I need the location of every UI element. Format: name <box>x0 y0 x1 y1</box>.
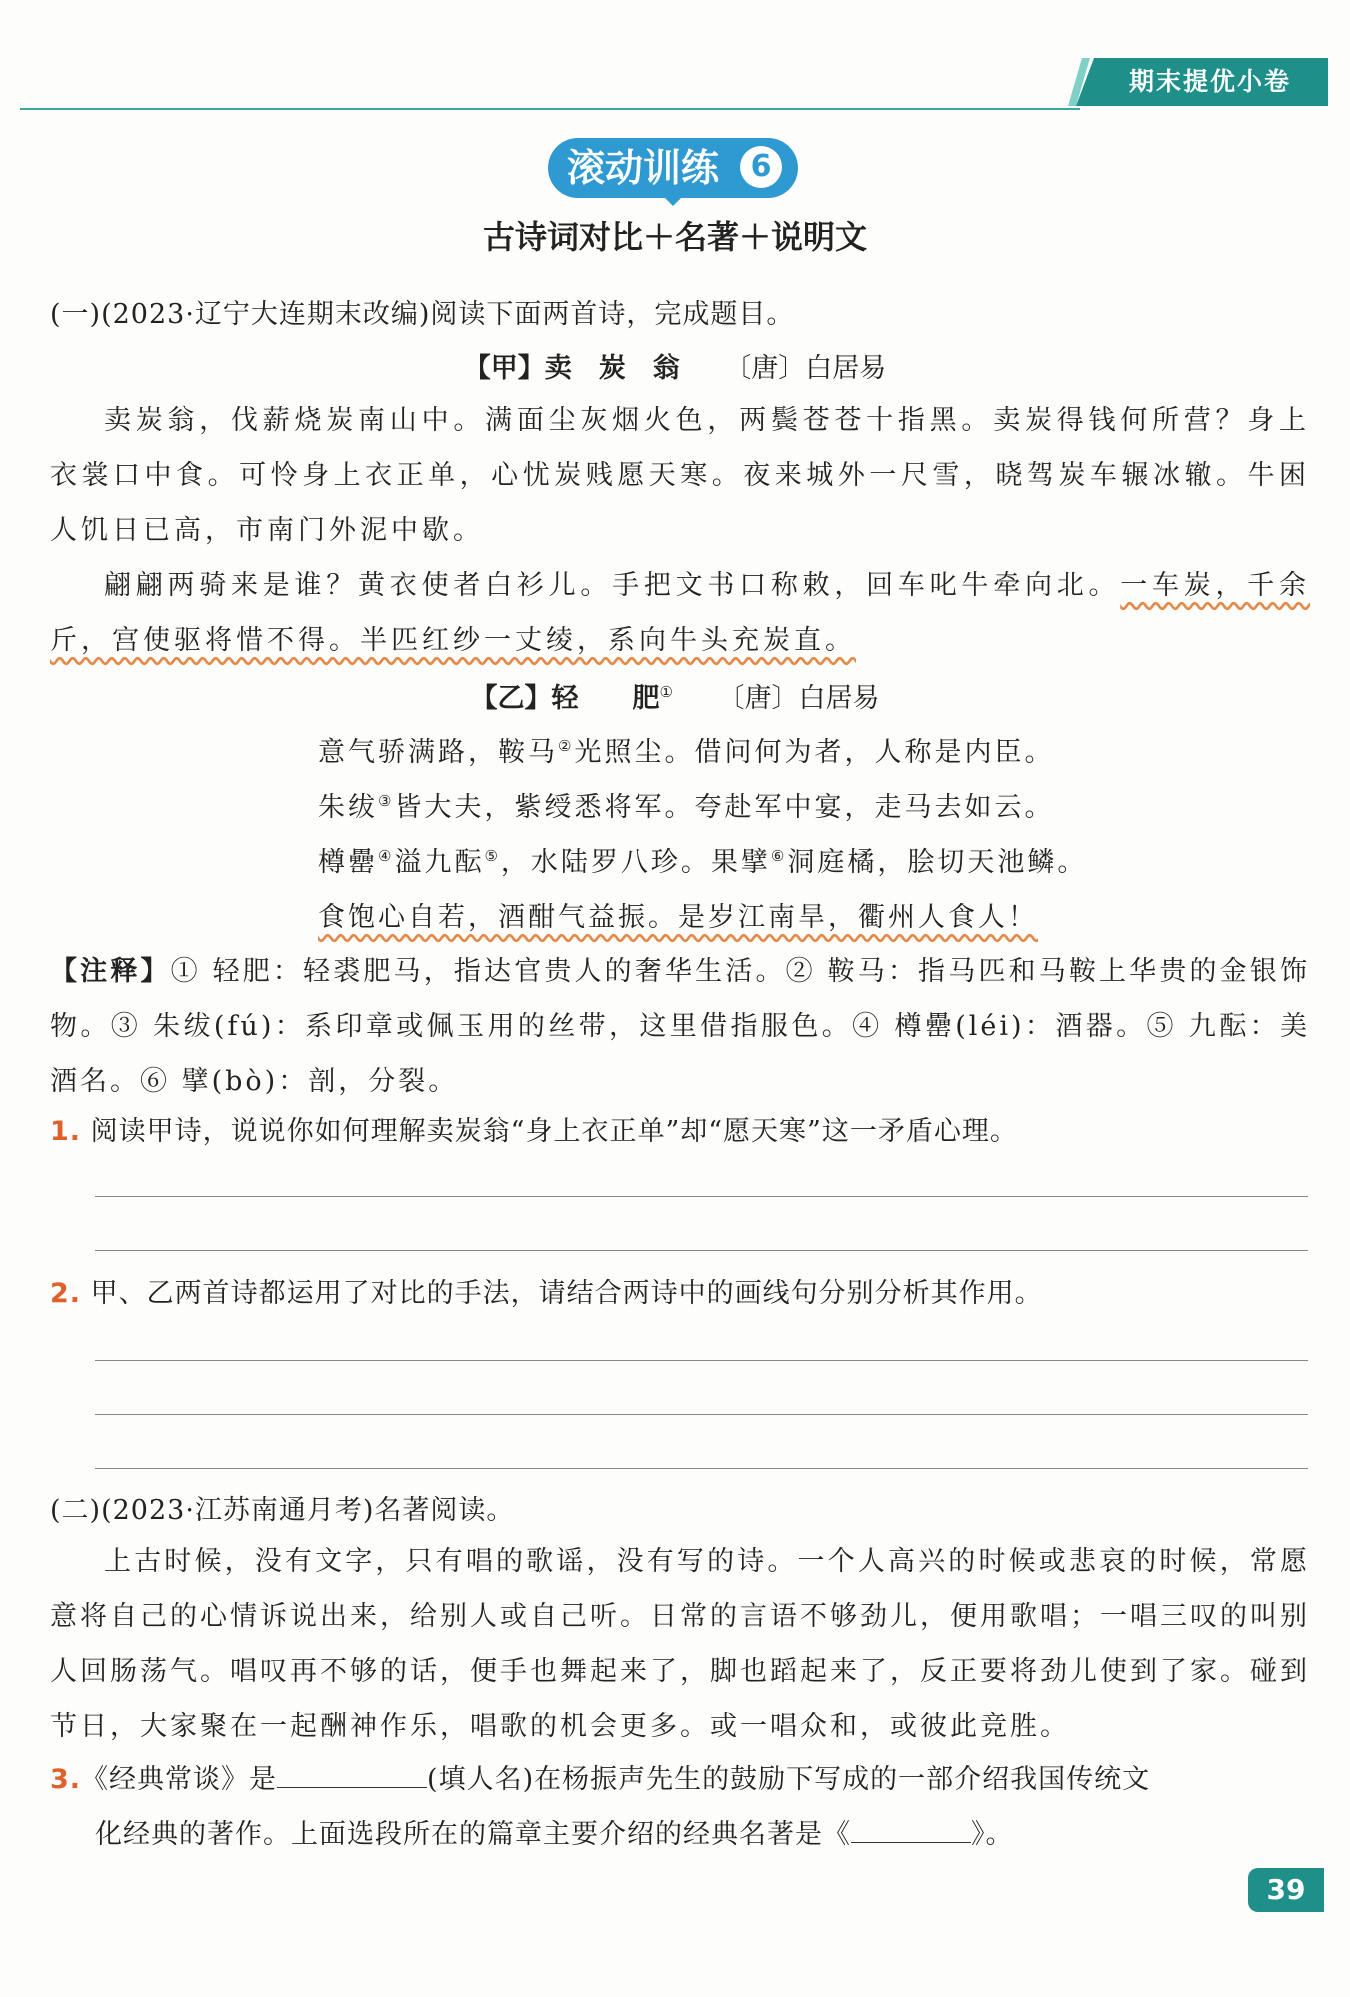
banner-number: 6 <box>740 146 782 188</box>
banner-pointer <box>661 194 685 206</box>
answer-line[interactable] <box>95 1468 1308 1469</box>
question-1-number: 1. <box>50 1116 82 1147</box>
page-number: 39 <box>1248 1868 1324 1912</box>
poem-b-line-3 <box>318 840 1087 879</box>
question-3-text-3: 化经典的著作。上面选段所在的篇章主要介绍的经典名著是《 <box>95 1819 851 1850</box>
poem-b-label: 【乙】 <box>470 683 552 714</box>
poem-b-title: 轻 肥 <box>551 683 660 714</box>
question-3-text-1: 《经典常谈》是 <box>81 1764 278 1795</box>
note-mark: ③ <box>378 792 395 810</box>
answer-line[interactable] <box>95 1196 1308 1197</box>
poem-b-author: 〔唐〕白居易 <box>717 683 880 714</box>
poem-b-line-2 <box>318 785 1054 824</box>
annotations <box>50 944 1310 1109</box>
poem-b-header <box>0 676 1350 715</box>
answer-blank[interactable] <box>851 1816 971 1843</box>
section2-heading: (二)(2023·江苏南通月考)名著阅读。 <box>50 1495 515 1526</box>
question-1 <box>50 1104 1310 1159</box>
poem-a-title: 卖 炭 翁 <box>544 353 680 384</box>
poem-a-underlined-lines: 一车炭，千余斤，宫使驱将惜不得。半匹红纱一丈绫，系向牛头充炭直。 <box>50 570 1311 656</box>
poem-a-paragraph-1: 卖炭翁，伐薪烧炭南山中。满面尘灰烟火色，两鬓苍苍十指黑。卖炭得钱何所营？身上衣裳口中食。可怜身上衣正单，心忧炭贱愿天寒。夜来城外一尺雪，晓驾炭车辗冰辙。牛困人饥日已高，市南门外泥中歇。 <box>50 405 1310 546</box>
question-3-continued <box>95 1807 1310 1862</box>
poem-b-line-3-part: 溢九酝 <box>394 847 485 878</box>
answer-line[interactable] <box>95 1250 1308 1251</box>
header-tab-label: 期末提优小卷 <box>1128 67 1291 96</box>
question-3-text-4: 》。 <box>971 1819 1014 1850</box>
question-3-number: 3. <box>50 1764 82 1795</box>
poem-b-line-2-part: 朱绂 <box>318 792 378 823</box>
answer-line[interactable] <box>95 1414 1308 1415</box>
poem-a-author: 〔唐〕白居易 <box>724 353 887 384</box>
poem-a-header <box>0 346 1350 385</box>
poem-b-line-3-part: 洞庭橘，脍切天池鳞。 <box>787 847 1088 878</box>
notes-label: 【注释】 <box>50 956 171 987</box>
poem-b-underlined-line: 食饱心自若，酒酣气益振。是岁江南旱，衢州人食人！ <box>318 902 1038 933</box>
notes-text: ① 轻肥：轻裘肥马，指达官贵人的奢华生活。② 鞍马：指马匹和马鞍上华贵的金银饰物。③ 朱绂(fú)：系印章或佩玉用的丝带，这里借指服色。④ 樽罍(léi)：酒器。⑤ 九酝：美酒名。⑥ 擘(bò)：剖，分裂。 <box>50 956 1310 1097</box>
note-mark: ① <box>659 683 673 701</box>
poem-b-line-1-part: 意气骄满路，鞍马 <box>318 737 558 768</box>
section2-passage: 上古时候，没有文字，只有唱的歌谣，没有写的诗。一个人高兴的时候或悲哀的时候，常愿意将自己的心情诉说出来，给别人或自己听。日常的言语不够劲儿，便用歌唱；一唱三叹的叫别人回肠荡气。唱叹再不够的话，便手也舞起来了，脚也蹈起来了，反正要将劲儿使到了家。碰到节日，大家聚在一起酬神作乐，唱歌的机会更多。或一唱众和，或彼此竞胜。 <box>50 1546 1310 1742</box>
note-mark: ⑤ <box>484 847 501 865</box>
answer-blank[interactable] <box>277 1761 427 1788</box>
poem-a-para2-plain: 翩翩两骑来是谁？黄衣使者白衫儿。手把文书口称敕，回车叱牛牵向北。 <box>104 570 1121 601</box>
header-rule <box>20 108 1080 110</box>
poem-a-paragraph-2 <box>50 558 1310 668</box>
poem-a-label: 【甲】 <box>463 353 545 384</box>
question-3-text-2: (填人名)在杨振声先生的鼓励下写成的一部介绍我国传统文 <box>427 1764 1151 1795</box>
poem-b-line-3-part: ，水陆罗八珍。果擘 <box>500 847 771 878</box>
note-mark: ⑥ <box>770 847 788 865</box>
note-mark: ④ <box>378 847 395 865</box>
note-mark: ② <box>558 737 575 755</box>
page-subtitle: 古诗词对比＋名著＋说明文 <box>482 218 867 256</box>
poem-b-line-4 <box>318 895 1038 934</box>
question-1-text: 阅读甲诗，说说你如何理解卖炭翁“身上衣正单”却“愿天寒”这一矛盾心理。 <box>90 1116 1018 1147</box>
poem-b-line-3-part: 樽罍 <box>318 847 378 878</box>
answer-line[interactable] <box>95 1360 1308 1361</box>
question-2-text: 甲、乙两首诗都运用了对比的手法，请结合两诗中的画线句分别分析其作用。 <box>90 1278 1043 1309</box>
poem-b-line-1 <box>318 730 1054 769</box>
poem-b-line-2-part: 皆大夫，紫绶悉将军。夸赴军中宴，走马去如云。 <box>394 792 1055 823</box>
question-3 <box>50 1752 1310 1807</box>
question-2 <box>50 1266 1310 1321</box>
poem-b-line-1-part: 光照尘。借问何为者，人称是内臣。 <box>574 737 1055 768</box>
banner-title: 滚动训练 <box>566 146 719 190</box>
question-2-number: 2. <box>50 1278 82 1309</box>
section1-heading: (一)(2023·辽宁大连期末改编)阅读下面两首诗，完成题目。 <box>50 299 795 330</box>
